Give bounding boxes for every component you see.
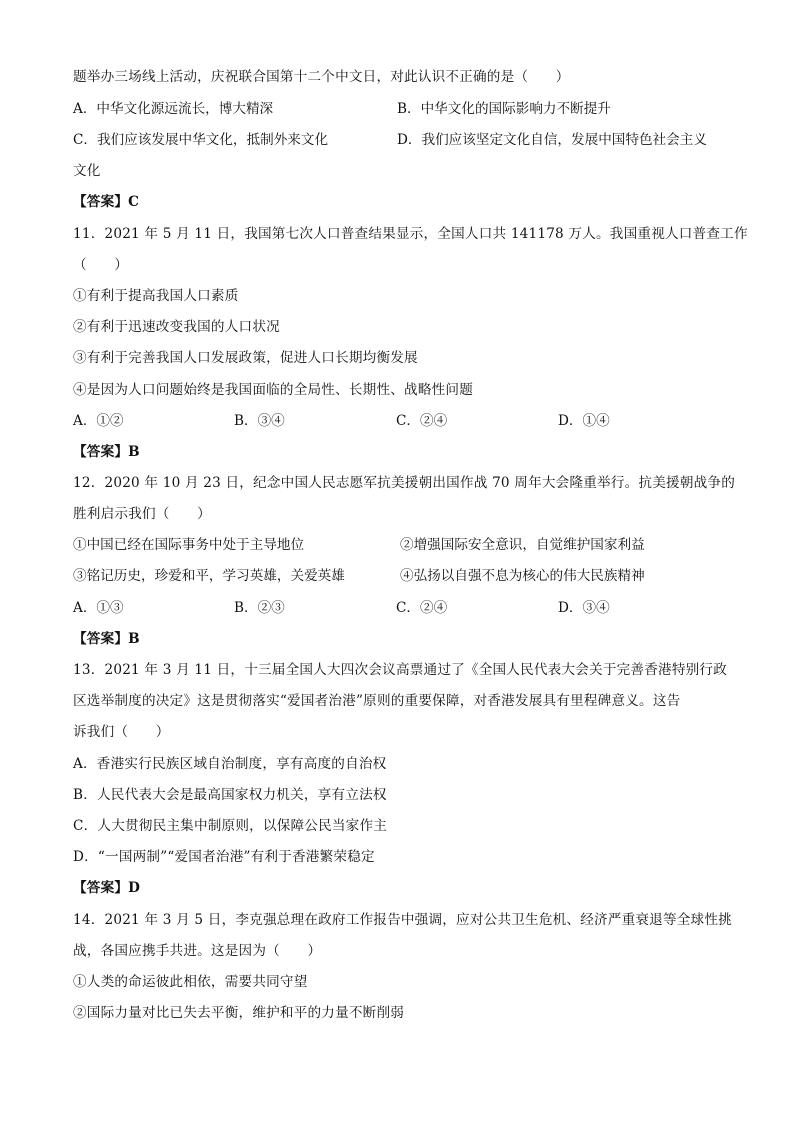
q10-option-a: A．中华文化源远流长，博大精深: [73, 101, 274, 117]
q13-option-b: B．人民代表大会是最高国家权力机关，享有立法权: [73, 787, 387, 803]
q10-option-b: B．中华文化的国际影响力不断提升: [397, 101, 611, 117]
q11-option-c: C．②④: [396, 413, 448, 429]
q12-item-3: ③铭记历史，珍爱和平，学习英雄，关爱英雄: [73, 568, 345, 584]
q13-answer: 【答案】D: [73, 880, 141, 896]
q11-option-b: B．③④: [234, 413, 285, 429]
q11-item-4: ④是因为人口问题始终是我国面临的全局性、长期性、战略性问题: [73, 382, 474, 398]
q12-option-c: C．②④: [396, 600, 448, 616]
q12-option-a: A．①③: [73, 600, 124, 616]
q13-stem-cont-2: 诉我们（ ）: [73, 724, 170, 740]
q12-stem-cont: 胜利启示我们（ ）: [73, 506, 211, 522]
q13-option-c: C．人大贯彻民主集中制原则，以保障公民当家作主: [73, 818, 388, 834]
q11-stem-cont: （ ）: [73, 257, 129, 273]
q12-item-2: ②增强国际安全意识，自觉维护国家利益: [400, 537, 645, 553]
q11-item-1: ①有利于提高我国人口素质: [73, 288, 239, 304]
q12-stem: 12．2020 年 10 月 23 日，纪念中国人民志愿军抗美援朝出国作战 70 周年大会隆重举行。抗美援朝战争的: [73, 475, 735, 491]
q10-stem: 题举办三场线上活动，庆祝联合国第十二个中文日，对此认识不正确的是（ ）: [73, 69, 570, 85]
q13-stem-cont-1: 区选举制度的决定》这是贯彻落实“爱国者治港”原则的重要保障，对香港发展具有里程碑意义。这告: [73, 693, 681, 709]
q11-option-d: D．①④: [558, 413, 610, 429]
q13-option-a: A．香港实行民族区域自治制度，享有高度的自治权: [73, 756, 387, 772]
q13-stem: 13．2021 年 3 月 11 日，十三届全国人大四次会议高票通过了《全国人民代表大会关于完善香港特别行政: [73, 662, 727, 678]
q10-option-d: D．我们应该坚定文化自信，发展中国特色社会主义: [397, 132, 707, 148]
q11-item-3: ③有利于完善我国人口发展政策，促进人口长期均衡发展: [73, 350, 418, 366]
q10-option-c: C．我们应该发展中华文化，抵制外来文化: [73, 132, 329, 148]
q10-answer: 【答案】C: [73, 194, 140, 210]
q12-item-4: ④弘扬以自强不息为核心的伟大民族精神: [400, 568, 645, 584]
q12-item-1: ①中国已经在国际事务中处于主导地位: [73, 537, 305, 553]
q11-answer: 【答案】B: [73, 444, 140, 460]
q13-option-d: D．“一国两制”“爱国者治港”有利于香港繁荣稳定: [73, 849, 375, 865]
q14-stem: 14．2021 年 3 月 5 日，李克强总理在政府工作报告中强调，应对公共卫生危机、经济严重衰退等全球性挑: [73, 912, 732, 928]
q12-option-b: B．②③: [234, 600, 285, 616]
q12-option-d: D．③④: [558, 600, 610, 616]
q12-answer: 【答案】B: [73, 631, 140, 647]
q11-item-2: ②有利于迅速改变我国的人口状况: [73, 319, 280, 335]
q14-item-1: ①人类的命运彼此相依，需要共同守望: [73, 974, 308, 990]
q10-option-d-cont: 文化: [73, 163, 101, 179]
q11-stem: 11．2021 年 5 月 11 日，我国第七次人口普查结果显示，全国人口共 141178 万人。我国重视人口普查工作: [73, 226, 748, 242]
q14-stem-cont: 战，各国应携手共进。这是因为（ ）: [73, 943, 322, 959]
q11-option-a: A．①②: [73, 413, 124, 429]
q14-item-2: ②国际力量对比已失去平衡，维护和平的力量不断削弱: [73, 1005, 405, 1021]
